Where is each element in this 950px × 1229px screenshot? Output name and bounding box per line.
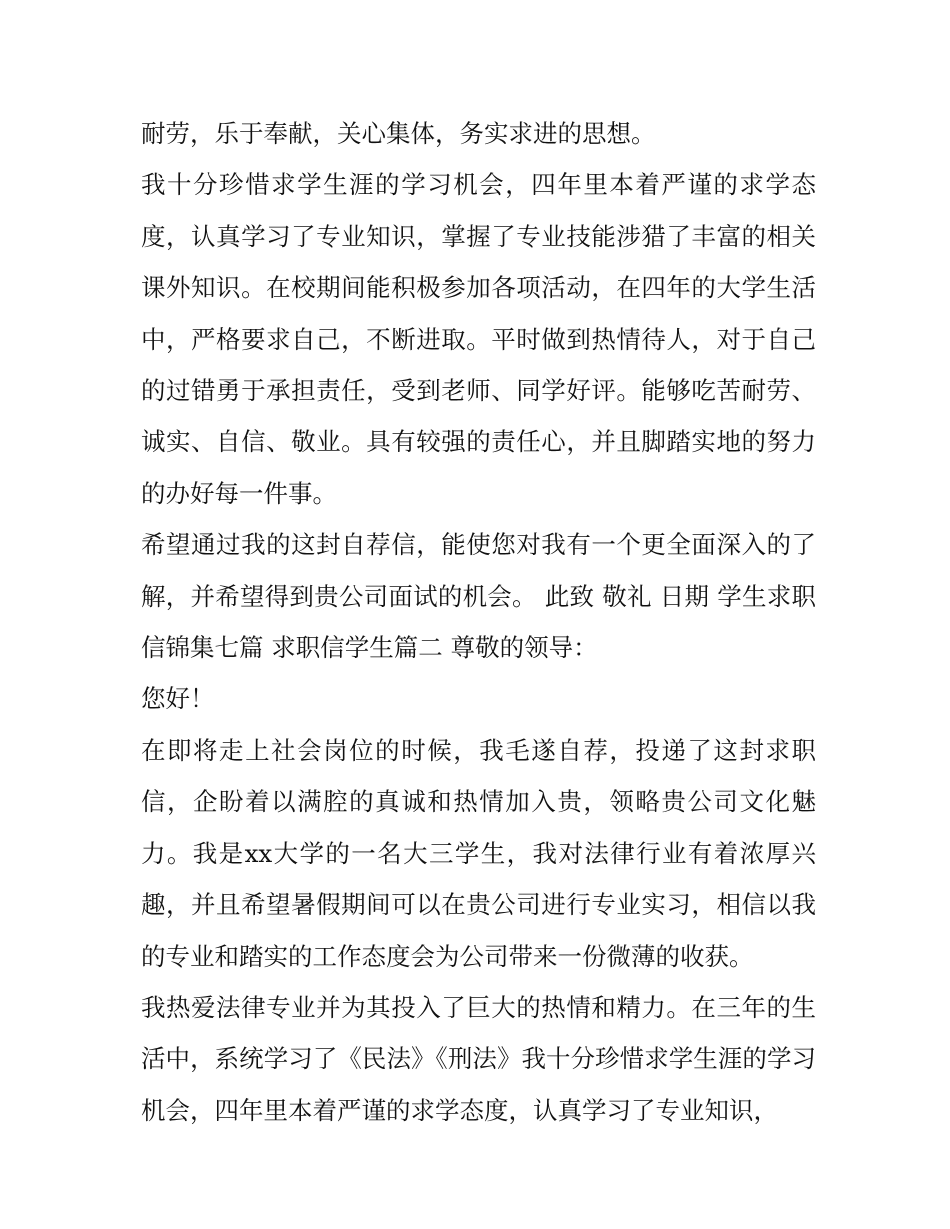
paragraph-law-major: 我热爱法律专业并为其投入了巨大的热情和精力。在三年的生活中，系统学习了《民法》《刑法》我十分珍惜求学生涯的学习机会，四年里本着严谨的求学态度，认真学习了专业知识， <box>141 992 816 1125</box>
paragraph-greeting: 您好！ <box>141 684 215 714</box>
paragraph-introduction: 在即将走上社会岗位的时候，我毛遂自荐，投递了这封求职信，企盼着以满腔的真诚和热情加入贵，领略贵公司文化魅力。我是xx大学的一名大三学生，我对法律行业有着浓厚兴趣，并且希望暑假期间可以在贵公司进行专业实习，相信以我的专业和踏实的工作态度会为公司带来一份微薄的收获。 <box>141 735 816 971</box>
document-body <box>141 108 816 1136</box>
paragraph-study-attitude: 我十分珍惜求学生涯的学习机会，四年里本着严谨的求学态度，认真学习了专业知识，掌握了专业技能涉猎了丰富的相关课外知识。在校期间能积极参加各项活动，在四年的大学生活中，严格要求自己，不断进取。平时做到热情待人，对于自己的过错勇于承担责任，受到老师、同学好评。能够吃苦耐劳、诚实、自信、敬业。具有较强的责任心，并且脚踏实地的努力的办好每一件事。 <box>141 170 816 508</box>
paragraph-continuation: 耐劳，乐于奉献，关心集体，务实求进的思想。 <box>141 119 656 148</box>
paragraph-closing: 希望通过我的这封自荐信，能使您对我有一个更全面深入的了解，并希望得到贵公司面试的机会。 此致 敬礼 日期 学生求职信锦集七篇 求职信学生篇二 尊敬的领导： <box>141 530 816 663</box>
